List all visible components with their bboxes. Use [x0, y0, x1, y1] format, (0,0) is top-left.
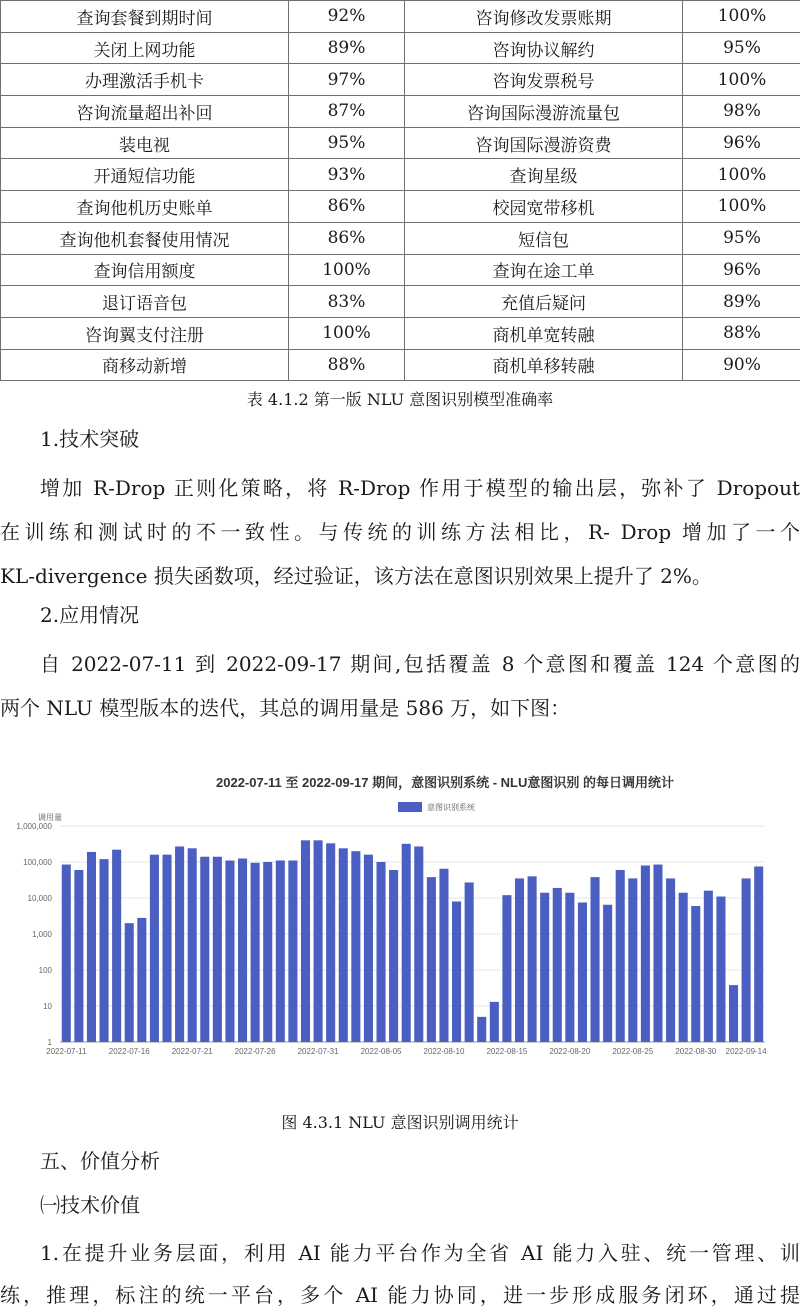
table-row	[1, 191, 800, 223]
bar[interactable]	[251, 863, 260, 1042]
table-row	[1, 159, 800, 191]
intent-cell: 咨询国际漫游流量包	[405, 96, 683, 128]
accuracy-table-body	[1, 1, 800, 381]
accuracy-cell: 96%	[683, 254, 800, 286]
intent-cell: 咨询国际漫游资费	[405, 127, 683, 159]
y-axis-label: 调用量	[38, 812, 62, 822]
bar[interactable]	[112, 850, 121, 1042]
bar[interactable]	[603, 905, 612, 1042]
intent-cell: 开通短信功能	[1, 159, 289, 191]
bar[interactable]	[213, 857, 222, 1042]
x-tick-label: 2022-08-20	[549, 1047, 590, 1056]
bar[interactable]	[477, 1017, 486, 1042]
accuracy-cell: 95%	[683, 32, 800, 64]
table-row	[1, 222, 800, 254]
accuracy-cell: 88%	[683, 317, 800, 349]
section5-body	[0, 1232, 800, 1316]
bar[interactable]	[628, 878, 637, 1042]
section2-heading: 2.应用情况	[0, 600, 800, 630]
x-tick-labels	[46, 1047, 767, 1056]
table-caption: 表 4.1.2 第一版 NLU 意图识别模型准确率	[0, 387, 800, 410]
accuracy-cell: 89%	[289, 32, 405, 64]
table-row	[1, 1, 800, 33]
intent-cell: 查询在途工单	[405, 254, 683, 286]
intent-cell: 咨询修改发票账期	[405, 1, 683, 33]
bar[interactable]	[578, 903, 587, 1043]
bar[interactable]	[641, 865, 650, 1042]
table-row	[1, 317, 800, 349]
bar[interactable]	[339, 848, 348, 1042]
x-tick-label: 2022-08-05	[361, 1047, 402, 1056]
bar[interactable]	[376, 862, 385, 1042]
accuracy-cell: 93%	[289, 159, 405, 191]
intent-cell: 商移动新增	[1, 349, 289, 381]
bar[interactable]	[62, 865, 71, 1042]
bar[interactable]	[502, 895, 511, 1042]
section1-body	[0, 466, 800, 598]
bar[interactable]	[402, 844, 411, 1042]
intent-cell: 咨询翼支付注册	[1, 317, 289, 349]
table-row	[1, 349, 800, 381]
bar[interactable]	[540, 893, 549, 1042]
bar[interactable]	[465, 882, 474, 1042]
bar[interactable]	[742, 878, 751, 1042]
bar[interactable]	[263, 862, 272, 1042]
y-tick-label: 10,000	[28, 894, 53, 903]
bar[interactable]	[490, 1002, 499, 1042]
intent-cell: 查询信用额度	[1, 254, 289, 286]
section2-body	[0, 642, 800, 730]
bar[interactable]	[137, 918, 146, 1042]
y-tick-labels	[16, 822, 52, 1047]
accuracy-cell: 100%	[683, 159, 800, 191]
bar[interactable]	[188, 848, 197, 1042]
y-tick-label: 1	[48, 1038, 53, 1047]
bar[interactable]	[666, 878, 675, 1042]
section5-subheading: ㈠技术价值	[0, 1190, 800, 1220]
accuracy-cell: 88%	[289, 349, 405, 381]
section5-line-2: 练，推理，标注的统一平台，多个 AI 能力协同，进一步形成服务闭环，通过提	[0, 1274, 800, 1316]
accuracy-cell: 100%	[289, 317, 405, 349]
section1-line-1: 增加 R-Drop 正则化策略，将 R-Drop 作用于模型的输出层，弥补了 Dropout	[0, 466, 800, 510]
accuracy-cell: 97%	[289, 64, 405, 96]
bar[interactable]	[175, 846, 184, 1042]
bar[interactable]	[565, 893, 574, 1042]
bar[interactable]	[691, 906, 700, 1042]
bar[interactable]	[414, 846, 423, 1042]
intent-cell: 查询他机历史账单	[1, 191, 289, 223]
bar[interactable]	[591, 877, 600, 1042]
bar[interactable]	[276, 861, 285, 1042]
section2-line-2: 两个 NLU 模型版本的迭代，其总的调用量是 586 万，如下图：	[0, 686, 800, 730]
x-tick-label: 2022-07-26	[235, 1047, 276, 1056]
bar[interactable]	[515, 878, 524, 1042]
section2-line-1: 自 2022-07-11 到 2022-09-17 期间,包括覆盖 8 个意图和覆盖 124 个意图的	[0, 642, 800, 686]
section1-line-2: 在训练和测试时的不一致性。与传统的训练方法相比，R- Drop 增加了一个	[0, 510, 800, 554]
bar[interactable]	[87, 852, 96, 1042]
accuracy-cell: 90%	[683, 349, 800, 381]
bar[interactable]	[653, 865, 662, 1042]
legend-swatch[interactable]	[398, 802, 422, 812]
legend-label[interactable]: 意图识别系统	[427, 802, 475, 812]
bar[interactable]	[553, 888, 562, 1042]
accuracy-cell: 87%	[289, 96, 405, 128]
accuracy-cell: 100%	[683, 1, 800, 33]
y-tick-label: 100	[39, 966, 53, 975]
bar[interactable]	[716, 897, 725, 1042]
bar[interactable]	[100, 859, 109, 1042]
y-tick-label: 1,000	[32, 930, 53, 939]
accuracy-cell: 86%	[289, 222, 405, 254]
bar[interactable]	[326, 843, 335, 1042]
bar[interactable]	[238, 859, 247, 1042]
x-tick-label: 2022-08-10	[424, 1047, 465, 1056]
section1-line-3: KL-divergence 损失函数项，经过验证，该方法在意图识别效果上提升了 2%。	[0, 554, 800, 598]
intent-cell: 咨询协议解约	[405, 32, 683, 64]
bar[interactable]	[314, 840, 323, 1042]
accuracy-cell: 86%	[289, 191, 405, 223]
x-tick-label: 2022-09-14	[726, 1047, 767, 1056]
bar[interactable]	[74, 870, 83, 1042]
bar[interactable]	[729, 985, 738, 1042]
bar[interactable]	[704, 891, 713, 1042]
table-row	[1, 64, 800, 96]
bar[interactable]	[125, 923, 134, 1042]
x-tick-label: 2022-07-16	[109, 1047, 150, 1056]
intent-cell: 商机单移转融	[405, 349, 683, 381]
intent-cell: 退订语音包	[1, 286, 289, 318]
table-row	[1, 127, 800, 159]
y-tick-label: 100,000	[23, 858, 52, 867]
intent-cell: 查询套餐到期时间	[1, 1, 289, 33]
bar[interactable]	[301, 840, 310, 1042]
bar[interactable]	[225, 861, 234, 1042]
bar[interactable]	[150, 855, 159, 1042]
bar[interactable]	[427, 877, 436, 1042]
x-tick-label: 2022-07-21	[172, 1047, 213, 1056]
accuracy-cell: 83%	[289, 286, 405, 318]
accuracy-cell: 92%	[289, 1, 405, 33]
intent-cell: 查询他机套餐使用情况	[1, 222, 289, 254]
bar[interactable]	[162, 855, 171, 1042]
section5-heading: 五、价值分析	[0, 1146, 800, 1176]
table-row	[1, 286, 800, 318]
x-tick-label: 2022-07-31	[298, 1047, 339, 1056]
accuracy-cell: 100%	[289, 254, 405, 286]
intent-cell: 查询星级	[405, 159, 683, 191]
chart-title: 2022-07-11 至 2022-09-17 期间，意图识别系统 - NLU意图识别 的每日调用统计	[216, 775, 674, 791]
intent-cell: 咨询流量超出补回	[1, 96, 289, 128]
bars	[62, 840, 763, 1042]
accuracy-cell: 100%	[683, 191, 800, 223]
intent-cell: 装电视	[1, 127, 289, 159]
intent-cell: 咨询发票税号	[405, 64, 683, 96]
bar[interactable]	[351, 851, 360, 1042]
y-tick-label: 1,000,000	[16, 822, 52, 831]
bar[interactable]	[288, 861, 297, 1042]
table-row	[1, 254, 800, 286]
table-row	[1, 32, 800, 64]
x-tick-label: 2022-08-15	[486, 1047, 527, 1056]
bar[interactable]	[754, 867, 763, 1043]
accuracy-table	[0, 0, 800, 381]
bar[interactable]	[616, 870, 625, 1042]
section1-heading: 1.技术突破	[0, 424, 800, 454]
bar[interactable]	[200, 857, 209, 1042]
bar[interactable]	[528, 876, 537, 1042]
intent-cell: 办理激活手机卡	[1, 64, 289, 96]
figure-caption: 图 4.3.1 NLU 意图识别调用统计	[0, 1110, 800, 1133]
x-tick-label: 2022-07-11	[46, 1047, 87, 1056]
bar[interactable]	[364, 855, 373, 1042]
intent-cell: 商机单宽转融	[405, 317, 683, 349]
accuracy-cell: 95%	[289, 127, 405, 159]
accuracy-cell: 96%	[683, 127, 800, 159]
accuracy-cell: 100%	[683, 64, 800, 96]
bar[interactable]	[439, 869, 448, 1042]
intent-cell: 关闭上网功能	[1, 32, 289, 64]
accuracy-cell: 95%	[683, 222, 800, 254]
intent-cell: 充值后疑问	[405, 286, 683, 318]
bar[interactable]	[452, 901, 461, 1042]
bar[interactable]	[389, 870, 398, 1042]
intent-cell: 校园宽带移机	[405, 191, 683, 223]
accuracy-cell: 89%	[683, 286, 800, 318]
x-tick-label: 2022-08-30	[675, 1047, 716, 1056]
bar[interactable]	[679, 893, 688, 1042]
intent-cell: 短信包	[405, 222, 683, 254]
y-tick-label: 10	[43, 1002, 52, 1011]
daily-call-chart	[0, 760, 800, 1060]
table-row	[1, 96, 800, 128]
section5-line-1: 1.在提升业务层面，利用 AI 能力平台作为全省 AI 能力入驻、统一管理、训	[0, 1232, 800, 1274]
x-tick-label: 2022-08-25	[612, 1047, 653, 1056]
accuracy-cell: 98%	[683, 96, 800, 128]
